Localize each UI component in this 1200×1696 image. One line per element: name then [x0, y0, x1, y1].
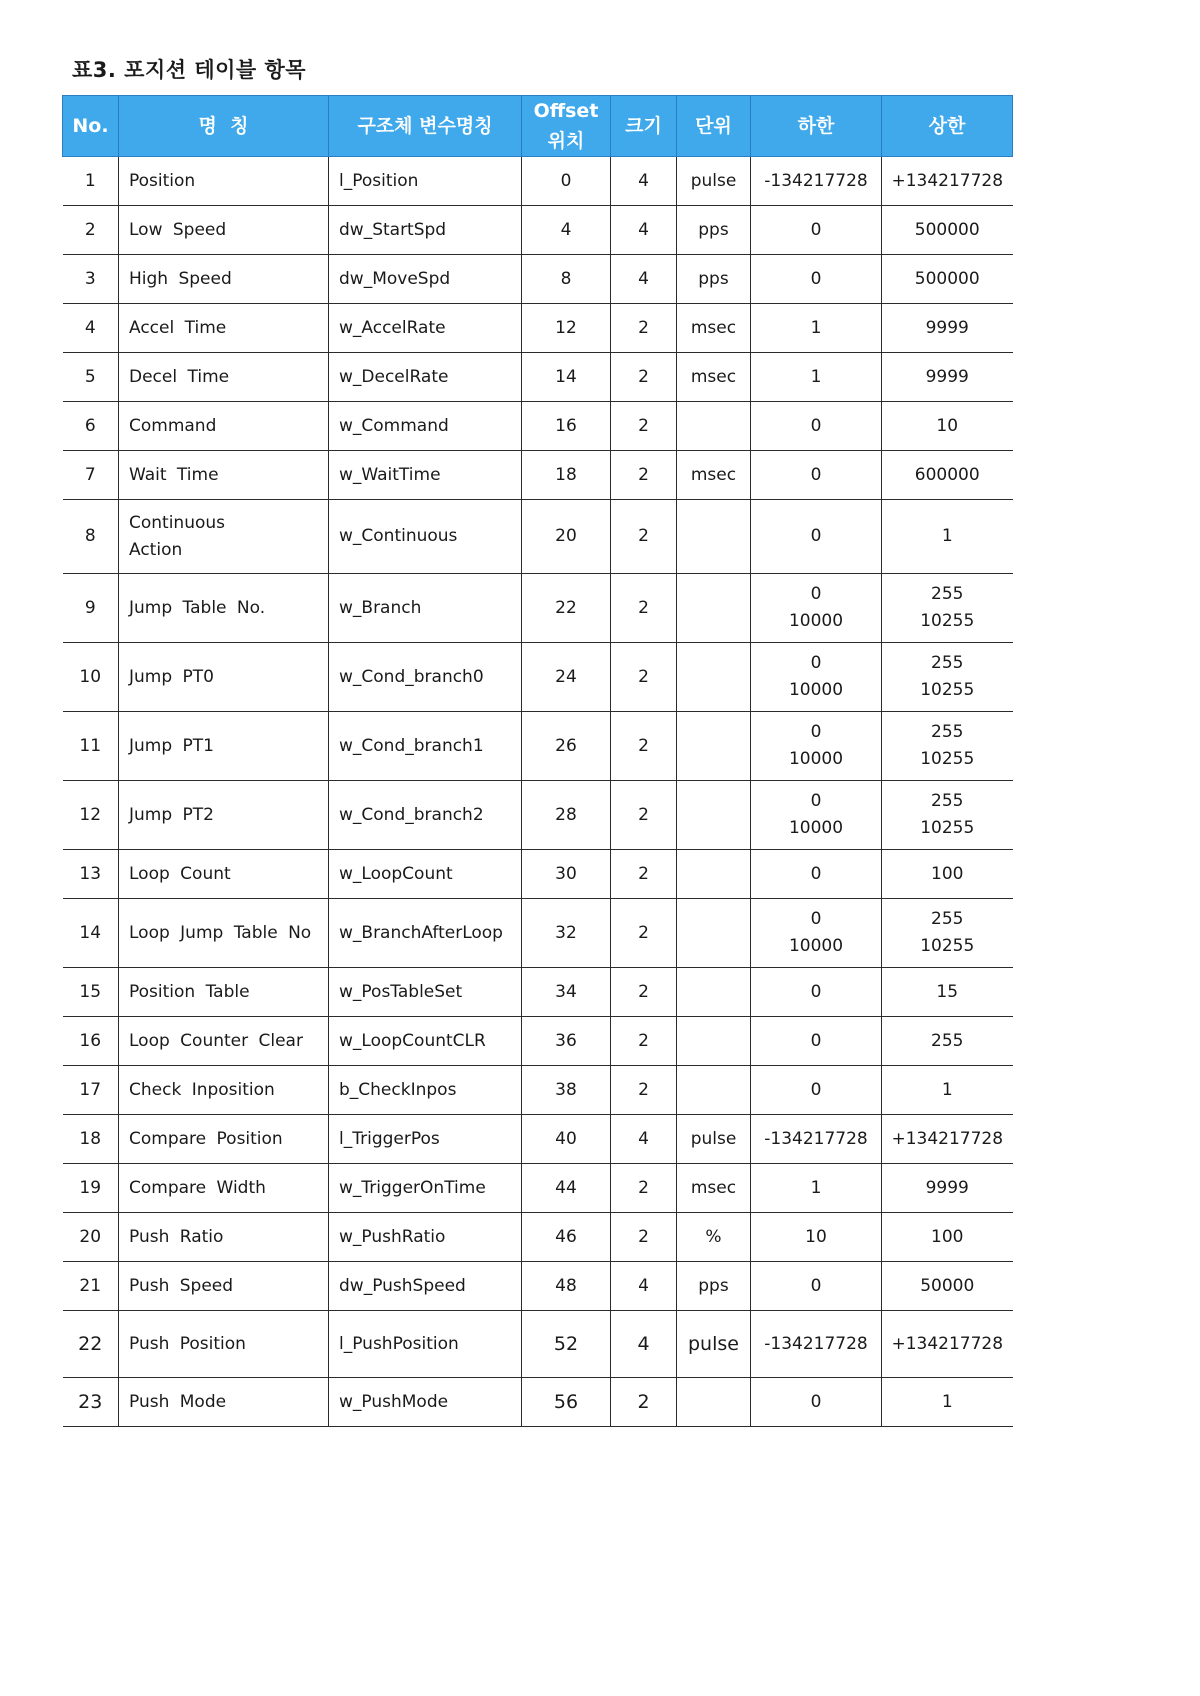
cell-max-line2: 10255	[920, 818, 975, 838]
cell-unit	[677, 1066, 751, 1115]
cell-min: 0	[751, 1262, 882, 1311]
cell-size: 2	[611, 1164, 677, 1213]
cell-unit	[677, 899, 751, 968]
cell-size: 2	[611, 850, 677, 899]
cell-no: 3	[63, 255, 119, 304]
cell-size: 2	[611, 402, 677, 451]
cell-min	[751, 899, 882, 968]
cell-max-line2: 10255	[920, 936, 975, 956]
cell-name: Push Ratio	[119, 1213, 329, 1262]
cell-size: 4	[611, 255, 677, 304]
cell-variable: w_WaitTime	[329, 451, 522, 500]
cell-max-line2: 10255	[920, 611, 975, 631]
cell-offset: 18	[522, 451, 611, 500]
cell-min	[751, 574, 882, 643]
cell-offset: 44	[522, 1164, 611, 1213]
cell-size: 2	[611, 451, 677, 500]
cell-max-line1: 255	[931, 653, 964, 673]
header-min: 하한	[751, 96, 882, 157]
table-row	[63, 402, 1013, 451]
cell-offset: 38	[522, 1066, 611, 1115]
cell-offset: 34	[522, 968, 611, 1017]
cell-offset: 20	[522, 500, 611, 574]
cell-offset: 40	[522, 1115, 611, 1164]
cell-offset: 12	[522, 304, 611, 353]
cell-name: Jump PT2	[119, 781, 329, 850]
cell-min-line2: 10000	[788, 680, 844, 700]
cell-min: 10	[751, 1213, 882, 1262]
table-row	[63, 1378, 1013, 1427]
cell-variable: w_Command	[329, 402, 522, 451]
cell-name: Jump PT1	[119, 712, 329, 781]
table-row	[63, 1213, 1013, 1262]
cell-max: 9999	[882, 304, 1013, 353]
cell-unit	[677, 574, 751, 643]
cell-offset: 24	[522, 643, 611, 712]
cell-max	[882, 712, 1013, 781]
cell-no: 6	[63, 402, 119, 451]
cell-max-line1: 255	[931, 722, 964, 742]
table-row	[63, 850, 1013, 899]
table-row	[63, 1066, 1013, 1115]
cell-no: 19	[63, 1164, 119, 1213]
table-row	[63, 574, 1013, 643]
cell-max: 50000	[882, 1262, 1013, 1311]
header-offset-line1: Offset	[533, 100, 599, 122]
cell-variable: w_TriggerOnTime	[329, 1164, 522, 1213]
cell-name: Jump PT0	[119, 643, 329, 712]
cell-unit: pps	[677, 1262, 751, 1311]
cell-size: 2	[611, 304, 677, 353]
cell-variable: l_TriggerPos	[329, 1115, 522, 1164]
table-row	[63, 1164, 1013, 1213]
cell-size: 2	[611, 1066, 677, 1115]
cell-name: Loop Jump Table No	[119, 899, 329, 968]
cell-unit	[677, 1378, 751, 1427]
cell-max: 1	[882, 1378, 1013, 1427]
cell-no: 2	[63, 206, 119, 255]
header-offset	[522, 96, 611, 157]
cell-no: 18	[63, 1115, 119, 1164]
cell-unit: pulse	[677, 157, 751, 206]
cell-variable: w_LoopCountCLR	[329, 1017, 522, 1066]
cell-size: 2	[611, 1213, 677, 1262]
cell-name: Compare Position	[119, 1115, 329, 1164]
cell-min-line2: 10000	[788, 749, 844, 769]
cell-offset: 30	[522, 850, 611, 899]
cell-max	[882, 574, 1013, 643]
table-row	[63, 968, 1013, 1017]
cell-size: 2	[611, 500, 677, 574]
cell-no: 23	[63, 1378, 119, 1427]
cell-max-line2: 10255	[920, 680, 975, 700]
cell-unit: msec	[677, 304, 751, 353]
cell-offset: 48	[522, 1262, 611, 1311]
cell-offset: 8	[522, 255, 611, 304]
cell-name: Compare Width	[119, 1164, 329, 1213]
cell-offset: 14	[522, 353, 611, 402]
cell-size: 4	[611, 1115, 677, 1164]
cell-offset: 0	[522, 157, 611, 206]
cell-min-line1: 0	[810, 909, 822, 929]
cell-min: 0	[751, 968, 882, 1017]
cell-offset: 46	[522, 1213, 611, 1262]
cell-name	[119, 500, 329, 574]
cell-max: 1	[882, 1066, 1013, 1115]
cell-no: 5	[63, 353, 119, 402]
cell-unit: msec	[677, 353, 751, 402]
cell-size: 2	[611, 1378, 677, 1427]
cell-unit	[677, 500, 751, 574]
cell-variable: w_Branch	[329, 574, 522, 643]
cell-offset: 28	[522, 781, 611, 850]
cell-min-line2: 10000	[788, 818, 844, 838]
cell-no: 21	[63, 1262, 119, 1311]
cell-size: 4	[611, 157, 677, 206]
cell-max: +134217728	[882, 1115, 1013, 1164]
cell-min: -134217728	[751, 1311, 882, 1378]
table-row	[63, 255, 1013, 304]
cell-max-line2: 10255	[920, 749, 975, 769]
cell-name: Accel Time	[119, 304, 329, 353]
cell-max	[882, 781, 1013, 850]
table-header-row	[63, 96, 1013, 157]
cell-max: 100	[882, 850, 1013, 899]
cell-variable: w_Cond_branch2	[329, 781, 522, 850]
cell-no: 7	[63, 451, 119, 500]
cell-name: Check Inposition	[119, 1066, 329, 1115]
cell-max: 10	[882, 402, 1013, 451]
cell-max: 500000	[882, 255, 1013, 304]
table-row	[63, 206, 1013, 255]
cell-variable: l_Position	[329, 157, 522, 206]
table-row	[63, 1311, 1013, 1378]
cell-min: 0	[751, 500, 882, 574]
cell-min: 0	[751, 451, 882, 500]
cell-min: 0	[751, 255, 882, 304]
header-variable: 구조체 변수명칭	[329, 96, 522, 157]
cell-name: Loop Counter Clear	[119, 1017, 329, 1066]
cell-min: 0	[751, 206, 882, 255]
table-row	[63, 500, 1013, 574]
cell-unit	[677, 402, 751, 451]
cell-max: 9999	[882, 1164, 1013, 1213]
cell-max: 15	[882, 968, 1013, 1017]
cell-max-line1: 255	[931, 584, 964, 604]
cell-name: Push Mode	[119, 1378, 329, 1427]
cell-unit: msec	[677, 451, 751, 500]
cell-name: Push Speed	[119, 1262, 329, 1311]
cell-size: 2	[611, 968, 677, 1017]
cell-name: Decel Time	[119, 353, 329, 402]
cell-name: Jump Table No.	[119, 574, 329, 643]
cell-variable: w_LoopCount	[329, 850, 522, 899]
cell-min-line1: 0	[810, 791, 822, 811]
cell-unit	[677, 1017, 751, 1066]
cell-min-line2: 10000	[788, 611, 844, 631]
cell-name-line2: Action	[129, 539, 183, 560]
cell-unit: %	[677, 1213, 751, 1262]
cell-no: 12	[63, 781, 119, 850]
cell-unit: pulse	[677, 1115, 751, 1164]
cell-unit: pps	[677, 255, 751, 304]
cell-unit	[677, 643, 751, 712]
cell-max: 9999	[882, 353, 1013, 402]
cell-min-line1: 0	[810, 722, 822, 742]
cell-no: 17	[63, 1066, 119, 1115]
cell-min: 1	[751, 304, 882, 353]
cell-max: +134217728	[882, 157, 1013, 206]
cell-no: 15	[63, 968, 119, 1017]
cell-variable: w_BranchAfterLoop	[329, 899, 522, 968]
cell-no: 9	[63, 574, 119, 643]
cell-no: 10	[63, 643, 119, 712]
cell-variable: w_PushMode	[329, 1378, 522, 1427]
cell-min	[751, 643, 882, 712]
cell-no: 8	[63, 500, 119, 574]
header-offset-line2: 위치	[547, 130, 585, 152]
cell-size: 2	[611, 899, 677, 968]
cell-size: 4	[611, 1262, 677, 1311]
cell-size: 2	[611, 1017, 677, 1066]
table-row	[63, 1017, 1013, 1066]
cell-no: 4	[63, 304, 119, 353]
cell-min: 1	[751, 353, 882, 402]
table-row	[63, 899, 1013, 968]
cell-max-line1: 255	[931, 909, 964, 929]
table-row	[63, 712, 1013, 781]
table-row	[63, 781, 1013, 850]
cell-variable: w_Cond_branch1	[329, 712, 522, 781]
cell-max: 500000	[882, 206, 1013, 255]
cell-min-line1: 0	[810, 653, 822, 673]
cell-name: Position Table	[119, 968, 329, 1017]
cell-size: 2	[611, 574, 677, 643]
header-name	[119, 96, 329, 157]
header-no: No.	[63, 96, 119, 157]
cell-size: 2	[611, 353, 677, 402]
cell-variable: w_PosTableSet	[329, 968, 522, 1017]
cell-unit: pulse	[677, 1311, 751, 1378]
cell-min	[751, 781, 882, 850]
table-row	[63, 451, 1013, 500]
cell-unit: msec	[677, 1164, 751, 1213]
cell-max: +134217728	[882, 1311, 1013, 1378]
cell-min: 0	[751, 402, 882, 451]
cell-no: 22	[63, 1311, 119, 1378]
table-row	[63, 157, 1013, 206]
cell-min: -134217728	[751, 157, 882, 206]
cell-no: 13	[63, 850, 119, 899]
cell-min: 0	[751, 850, 882, 899]
cell-variable: dw_PushSpeed	[329, 1262, 522, 1311]
cell-variable: dw_StartSpd	[329, 206, 522, 255]
cell-min	[751, 712, 882, 781]
cell-variable: w_DecelRate	[329, 353, 522, 402]
cell-min-line2: 10000	[788, 936, 844, 956]
cell-min: -134217728	[751, 1115, 882, 1164]
table-row	[63, 643, 1013, 712]
cell-offset: 22	[522, 574, 611, 643]
cell-size: 2	[611, 643, 677, 712]
cell-min-line1: 0	[810, 584, 822, 604]
cell-unit: pps	[677, 206, 751, 255]
cell-variable: dw_MoveSpd	[329, 255, 522, 304]
table-row	[63, 1262, 1013, 1311]
cell-min: 0	[751, 1017, 882, 1066]
cell-name: Loop Count	[119, 850, 329, 899]
cell-unit	[677, 781, 751, 850]
cell-variable: w_AccelRate	[329, 304, 522, 353]
cell-max: 100	[882, 1213, 1013, 1262]
cell-offset: 32	[522, 899, 611, 968]
cell-max-line1: 255	[931, 791, 964, 811]
header-max: 상한	[882, 96, 1013, 157]
cell-no: 16	[63, 1017, 119, 1066]
cell-offset: 56	[522, 1378, 611, 1427]
cell-no: 1	[63, 157, 119, 206]
table-row	[63, 1115, 1013, 1164]
cell-variable: l_PushPosition	[329, 1311, 522, 1378]
table-row	[63, 353, 1013, 402]
cell-variable: w_Cond_branch0	[329, 643, 522, 712]
cell-max: 1	[882, 500, 1013, 574]
cell-min: 0	[751, 1066, 882, 1115]
cell-offset: 26	[522, 712, 611, 781]
cell-no: 11	[63, 712, 119, 781]
cell-max: 255	[882, 1017, 1013, 1066]
header-name-text: 명 칭	[198, 115, 249, 137]
cell-size: 4	[611, 206, 677, 255]
cell-min: 1	[751, 1164, 882, 1213]
cell-max	[882, 899, 1013, 968]
cell-name: Command	[119, 402, 329, 451]
cell-variable: w_Continuous	[329, 500, 522, 574]
table-row	[63, 304, 1013, 353]
table-caption: 표3. 포지션 테이블 항목	[72, 58, 307, 82]
cell-no: 14	[63, 899, 119, 968]
cell-name: Wait Time	[119, 451, 329, 500]
header-size: 크기	[611, 96, 677, 157]
header-unit: 단위	[677, 96, 751, 157]
position-table	[62, 95, 1013, 1427]
cell-name-line1: Continuous	[129, 512, 226, 533]
cell-offset: 36	[522, 1017, 611, 1066]
cell-size: 4	[611, 1311, 677, 1378]
cell-min: 0	[751, 1378, 882, 1427]
cell-unit	[677, 712, 751, 781]
cell-name: High Speed	[119, 255, 329, 304]
cell-no: 20	[63, 1213, 119, 1262]
cell-max	[882, 643, 1013, 712]
cell-unit	[677, 850, 751, 899]
cell-variable: b_CheckInpos	[329, 1066, 522, 1115]
cell-name: Position	[119, 157, 329, 206]
cell-size: 2	[611, 781, 677, 850]
cell-variable: w_PushRatio	[329, 1213, 522, 1262]
cell-offset: 16	[522, 402, 611, 451]
cell-offset: 4	[522, 206, 611, 255]
cell-unit	[677, 968, 751, 1017]
cell-offset: 52	[522, 1311, 611, 1378]
cell-size: 2	[611, 712, 677, 781]
cell-max: 600000	[882, 451, 1013, 500]
cell-name: Low Speed	[119, 206, 329, 255]
cell-name: Push Position	[119, 1311, 329, 1378]
